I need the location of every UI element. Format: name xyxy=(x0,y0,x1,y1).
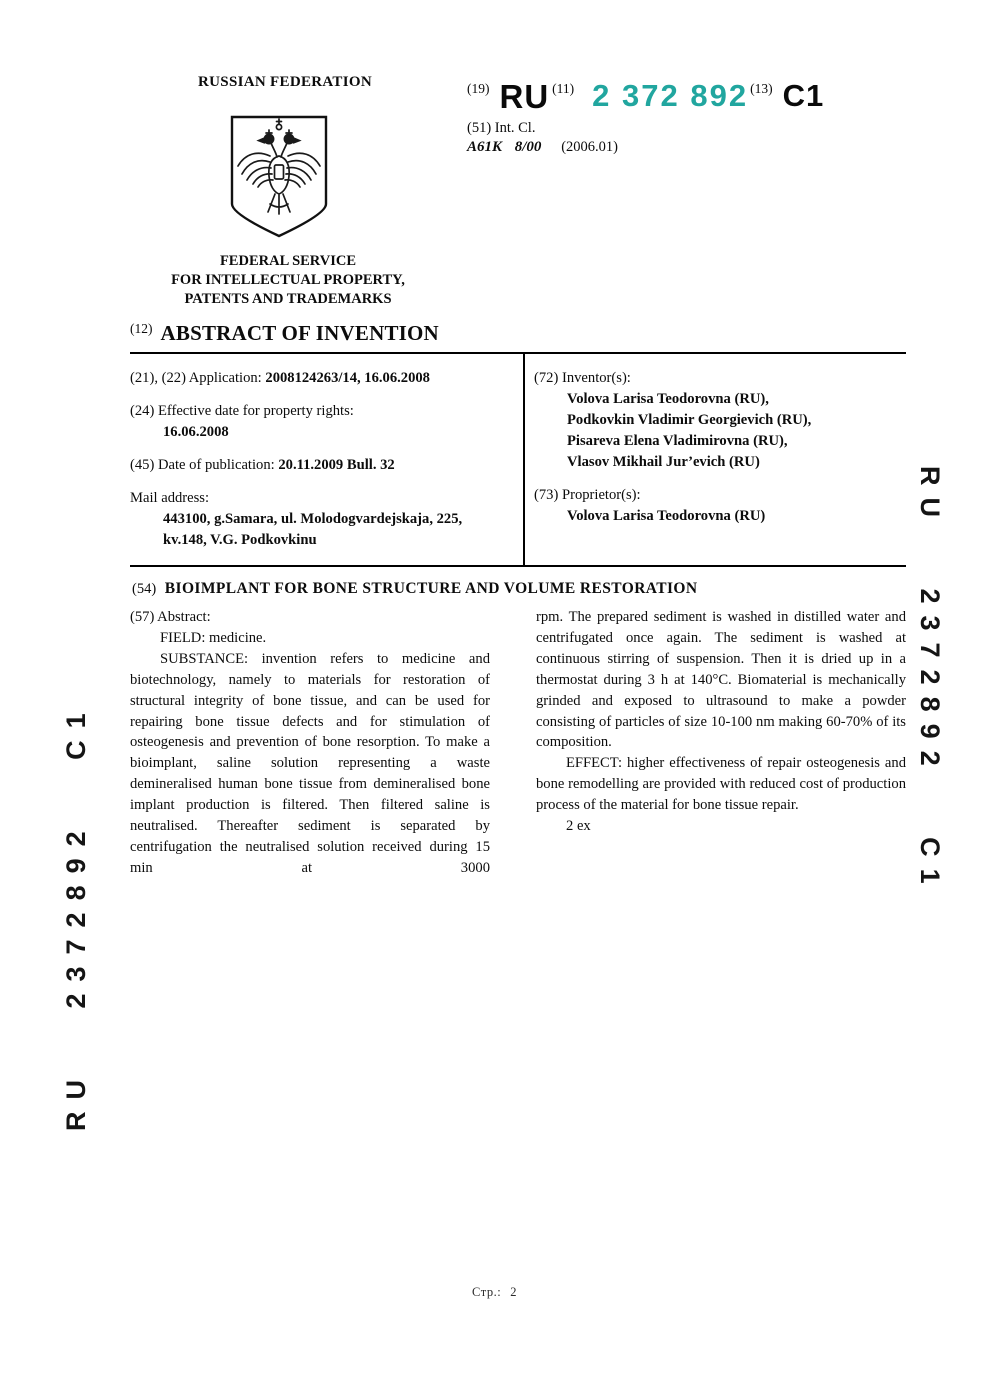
abstract-paragraph-examples: 2 ex xyxy=(566,818,591,835)
publication-number: 2 372 892 xyxy=(592,78,749,113)
abstract-right-column xyxy=(536,607,906,879)
application-field xyxy=(130,368,505,389)
country-name: RUSSIAN FEDERATION xyxy=(198,74,372,90)
int-cl-version-date: (2006.01) xyxy=(561,139,618,155)
double-headed-eagle-icon xyxy=(225,114,333,240)
document-type-title: ABSTRACT OF INVENTION xyxy=(160,321,439,345)
publication-codes xyxy=(467,80,824,113)
coat-of-arms-emblem xyxy=(225,114,333,240)
abstract-label: (57) Abstract: xyxy=(130,609,211,625)
inventor-name: Volova Larisa Teodorovna (RU), xyxy=(567,391,769,407)
inid-12-label: (12) xyxy=(130,321,153,336)
invention-title: BIOIMPLANT FOR BONE STRUCTURE AND VOLUME RESTORATION xyxy=(164,580,698,597)
abstract-left-column xyxy=(130,607,490,879)
int-cl-line xyxy=(467,139,618,156)
effective-date-field xyxy=(130,401,505,443)
abstract-paragraph-substance: SUBSTANCE: invention refers to medicine and biotechnology, namely to materials for restoration of structural integrity of bone tissue, and can be used for repairing bone tissue defects and for stimulation of osteogenesis and prevention of bone resorption. To make a bioimplant, saline solution representing a waste demineralised human bone tissue from demineralised bone implant production is filtered. Then filtered saline is neutralised. Thereafter sediment is separated by centrifugation the neutralised solution received during 15 min at 3000 xyxy=(130,650,490,876)
document-type-heading xyxy=(130,321,439,346)
proprietor-name: Volova Larisa Teodorovna (RU) xyxy=(567,508,766,524)
bibliographic-section xyxy=(130,354,906,565)
publication-date-label: (45) Date of publication: xyxy=(130,457,275,473)
authority-line: FOR INTELLECTUAL PROPERTY, xyxy=(171,272,405,288)
kind-code: C1 xyxy=(782,78,825,113)
authority-line: FEDERAL SERVICE xyxy=(219,253,357,269)
effective-date-value: 16.06.2008 xyxy=(163,424,229,440)
inid-11-label: (11) xyxy=(552,81,575,96)
proprietors-label: (73) Proprietor(s): xyxy=(534,487,641,503)
inventors-field xyxy=(534,368,906,473)
proprietors-field xyxy=(534,485,906,527)
bibliographic-right-column xyxy=(523,354,906,565)
publication-date-value: 20.11.2009 Bull. 32 xyxy=(278,457,395,473)
left-margin-publication-code: RU 2372892 C1 xyxy=(61,701,91,1131)
abstract-paragraph-effect: EFFECT: higher effectiveness of repair osteogenesis and bone remodelling are provided with reduced cost of production process of the material for bone tissue repair. xyxy=(536,755,906,814)
page-footer xyxy=(0,1285,989,1300)
int-cl-label: (51) Int. Cl. xyxy=(467,120,536,136)
inid-19-label: (19) xyxy=(467,81,490,96)
inventor-name: Pisareva Elena Vladimirovna (RU), xyxy=(567,433,788,449)
issuing-authority xyxy=(138,252,438,309)
country-code: RU xyxy=(499,78,550,115)
inid-13-label: (13) xyxy=(750,81,773,96)
int-cl-class: A61K 8/00 xyxy=(467,139,542,155)
inventor-name: Vlasov Mikhail Jur’evich (RU) xyxy=(567,454,760,470)
bibliographic-left-column xyxy=(130,354,523,565)
inid-54-label: (54) xyxy=(132,581,157,597)
application-value: 2008124263/14, 16.06.2008 xyxy=(265,370,430,386)
abstract-paragraph-field: FIELD: medicine. xyxy=(160,629,267,646)
page-number-label: Стр.: xyxy=(472,1285,502,1299)
mail-address-line: 443100, g.Samara, ul. Molodogvardejskaja, 225, xyxy=(163,511,463,527)
authority-line: PATENTS AND TRADEMARKS xyxy=(184,291,392,307)
mail-address-label: Mail address: xyxy=(130,490,210,506)
abstract-section xyxy=(130,607,906,879)
page-number: 2 xyxy=(510,1285,517,1299)
abstract-paragraph-continuation: rpm. The prepared sediment is washed in distilled water and centrifugated once again. The sediment is washed at continuous stirring of suspension. Then it is dried up in a thermostat during 3 h at 140°C. Biomaterial is mechanically grinded and exposed to ultrasound to make a powder consisting of particles of size 10-100 nm making 60-70% of its composition. xyxy=(536,609,906,751)
invention-title-section xyxy=(132,580,697,598)
application-label: (21), (22) Application: xyxy=(130,370,262,386)
right-margin-publication-code: RU 2372892 C1 xyxy=(915,466,945,896)
publication-date-field xyxy=(130,455,505,476)
effective-date-label: (24) Effective date for property rights: xyxy=(130,403,354,419)
horizontal-divider xyxy=(130,565,906,567)
mail-address-field xyxy=(130,488,505,551)
inventor-name: Podkovkin Vladimir Georgievich (RU), xyxy=(567,412,812,428)
mail-address-line: kv.148, V.G. Podkovkinu xyxy=(163,532,317,548)
inventors-label: (72) Inventor(s): xyxy=(534,370,631,386)
